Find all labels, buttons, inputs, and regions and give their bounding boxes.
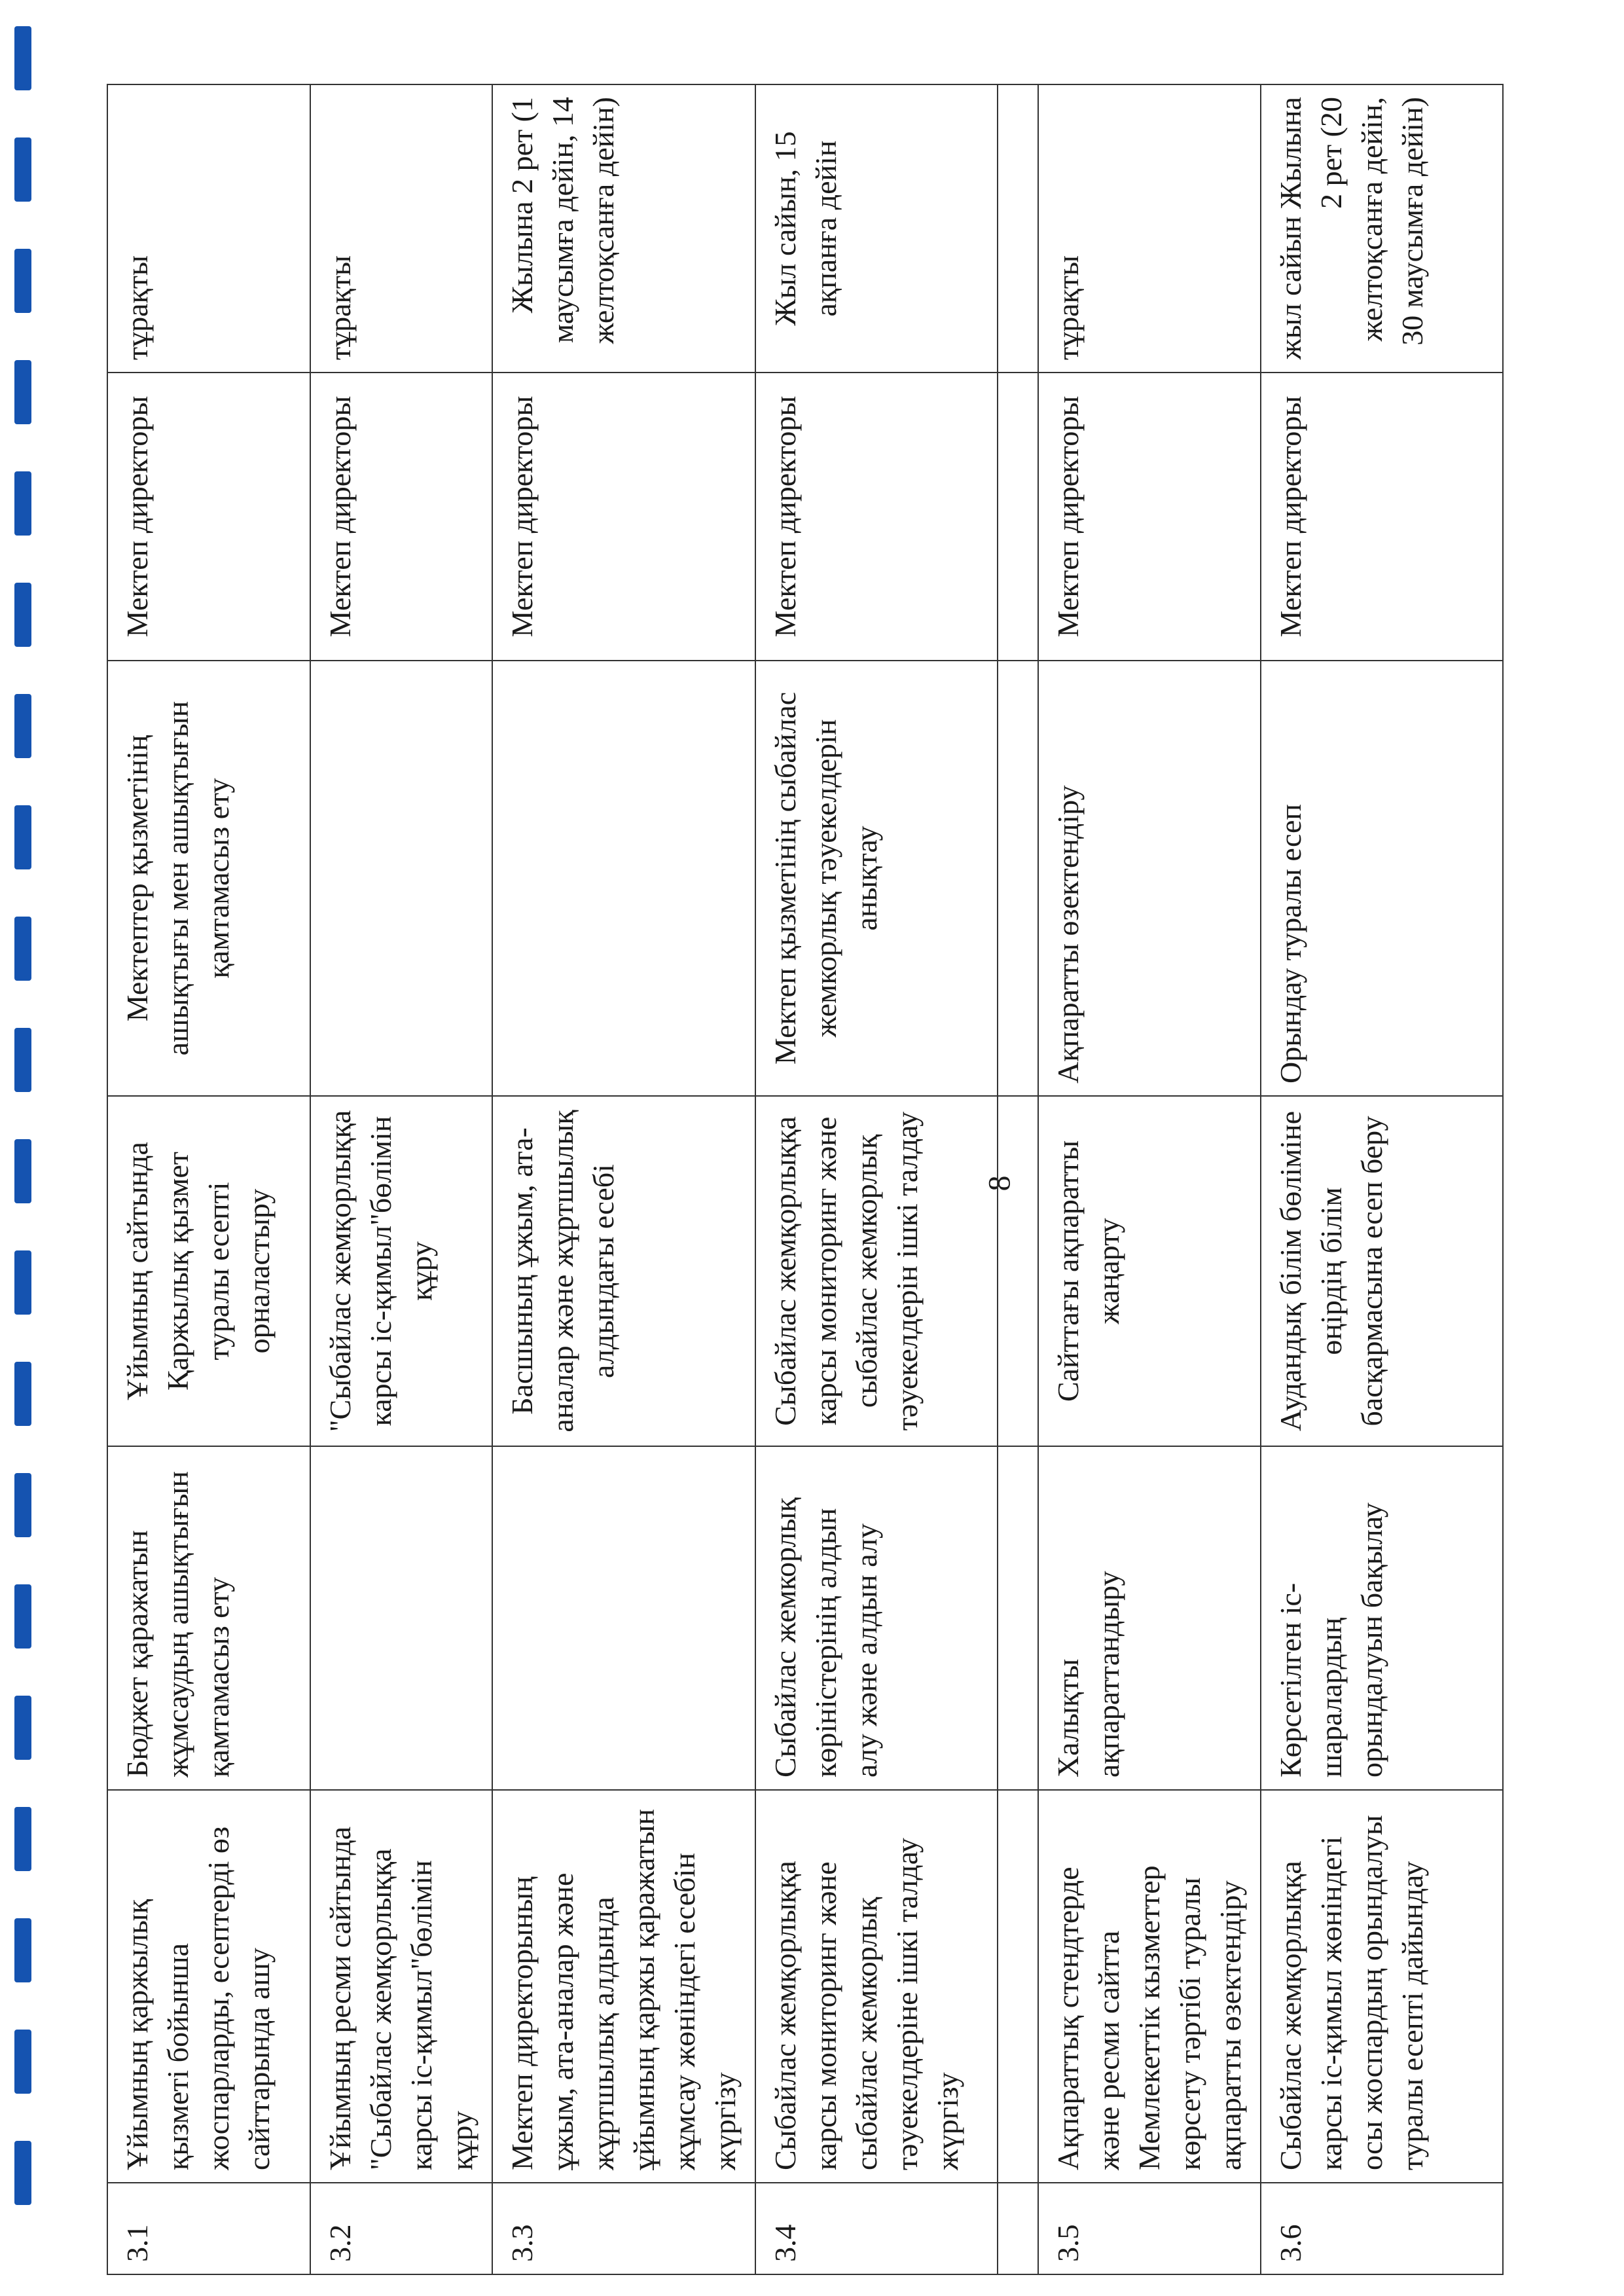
binder-hole [14, 1807, 31, 1871]
goal-cell [492, 1446, 755, 1790]
table-row [1261, 84, 1503, 2274]
binder-hole [14, 2141, 31, 2205]
binder-hole [14, 1250, 31, 1315]
deadline-cell: тұрақты [107, 84, 310, 373]
deadline-cell: тұрақты [310, 84, 492, 373]
activity-cell: Мектеп директорының ұжым, ата-аналар және жұртшылық алдында ұйымның қаржы қаражатын жұмсау жөніндегі есебін жүргізу [492, 1790, 755, 2183]
result-cell: Мектеп қызметінің сыбайлас жемкорлық тәуекелдерін анықтау [755, 661, 998, 1096]
deadline-cell: жыл сайын Жылына 2 рет (20 желтоқсанға дейін, 30 маусымға дейін) [1261, 84, 1503, 373]
result-cell: Ақпаратты өзектендіру [1038, 661, 1261, 1096]
empty-cell [998, 1096, 1038, 1446]
activity-cell: Ұйымның қаржылық қызметі бойынша жоспарларды, есептерді өз сайттарында ашу [107, 1790, 310, 2183]
empty-cell [998, 1446, 1038, 1790]
row-number: 3.6 [1261, 2183, 1503, 2274]
deadline-cell: тұрақты [1038, 84, 1261, 373]
binder-hole [14, 137, 31, 202]
result-cell: Орындау туралы есеп [1261, 661, 1503, 1096]
binder-holes [0, 0, 46, 2296]
anti-corruption-plan-table [107, 84, 1504, 2275]
result-cell: Мектептер қызметінің ашықтығы мен ашықтығын қамтамасыз ету [107, 661, 310, 1096]
activity-cell: Сыбайлас жемқорлыққа карсы іс-қимыл жөніндегі осы жоспардың орындалуы туралы есепті дайындау [1261, 1790, 1503, 2183]
deadline-cell: Жыл сайын, 15 ақпанға дейін [755, 84, 998, 373]
binder-hole [14, 2030, 31, 2094]
binder-hole [14, 694, 31, 758]
binder-hole [14, 1139, 31, 1203]
activity-cell: Сыбайлас жемқорлыққа карсы мониторинг және сыбайлас жемкорлық тәуекелдеріне ішкі талдау жүргізу [755, 1790, 998, 2183]
form-cell: Басшының ұжым, ата-аналар және жұртшылық алдындағы есебі [492, 1096, 755, 1446]
table-row [492, 84, 755, 2274]
row-number: 3.5 [1038, 2183, 1261, 2274]
binder-hole [14, 1918, 31, 1982]
table-row-empty [998, 84, 1038, 2274]
goal-cell: Бюджет қаражатын жұмсаудың ашықтығын қамтамасыз ету [107, 1446, 310, 1790]
empty-cell [998, 661, 1038, 1096]
form-cell: Сайттағы ақпаратты жаңарту [1038, 1096, 1261, 1446]
empty-cell [998, 84, 1038, 373]
binder-hole [14, 917, 31, 981]
binder-hole [14, 471, 31, 536]
result-cell [492, 661, 755, 1096]
binder-hole [14, 1473, 31, 1537]
responsible-cell: Мектеп директоры [755, 373, 998, 661]
table-row [1038, 84, 1261, 2274]
table-row [310, 84, 492, 2274]
form-cell: "Сыбайлас жемқорлыққа карсы іс-қимыл"бөлімін құру [310, 1096, 492, 1446]
binder-hole [14, 249, 31, 313]
row-number: 3.3 [492, 2183, 755, 2274]
responsible-cell: Мектеп директоры [1261, 373, 1503, 661]
deadline-cell: Жылына 2 рет (1 маусымға дейін, 14 желтоқсанға дейін) [492, 84, 755, 373]
row-number: 3.2 [310, 2183, 492, 2274]
goal-cell [310, 1446, 492, 1790]
result-cell [310, 661, 492, 1096]
binder-hole [14, 805, 31, 869]
activity-cell: Ұйымның ресми сайтында "Сыбайлас жемқорлыққа карсы іс-қимыл"бөлімін құру [310, 1790, 492, 2183]
binder-hole [14, 583, 31, 647]
row-number: 3.4 [755, 2183, 998, 2274]
table-row [755, 84, 998, 2274]
form-cell: Ұйымның сайтында Қаржылық қызмет туралы есепті орналастыру [107, 1096, 310, 1446]
responsible-cell: Мектеп директоры [107, 373, 310, 661]
form-cell: Аудандық білім бөліміне өңірдің білім басқармасына есеп беру [1261, 1096, 1503, 1446]
row-number: 3.1 [107, 2183, 310, 2274]
table-row [107, 84, 310, 2274]
empty-cell [998, 2183, 1038, 2274]
binder-hole [14, 26, 31, 90]
empty-cell [998, 1790, 1038, 2183]
activity-cell: Ақпараттық стендтерде және ресми сайтта Мемлекеттік кызметтер көрсету тәртібі туралы ақпаратты өзектендіру [1038, 1790, 1261, 2183]
form-cell: Сыбайлас жемқорлыққа карсы мониторинг және сыбайлас жемкорлық тәуекелдерін ішкі талдау [755, 1096, 998, 1446]
rotated-table-container [107, 85, 1429, 2275]
binder-hole [14, 1362, 31, 1426]
goal-cell: Халықты ақпараттандыру [1038, 1446, 1261, 1790]
binder-hole [14, 1028, 31, 1092]
responsible-cell: Мектеп директоры [492, 373, 755, 661]
binder-hole [14, 1584, 31, 1649]
binder-hole [14, 1696, 31, 1760]
responsible-cell: Мектеп директоры [1038, 373, 1261, 661]
binder-hole [14, 360, 31, 424]
goal-cell: Сыбайлас жемкорлық көріністерінің алдын алу және алдын алу [755, 1446, 998, 1790]
empty-cell [998, 373, 1038, 661]
page-number: 8 [982, 1175, 1017, 1192]
goal-cell: Көрсетілген іс-шаралардың орындалуын бақылау [1261, 1446, 1503, 1790]
responsible-cell: Мектеп директоры [310, 373, 492, 661]
